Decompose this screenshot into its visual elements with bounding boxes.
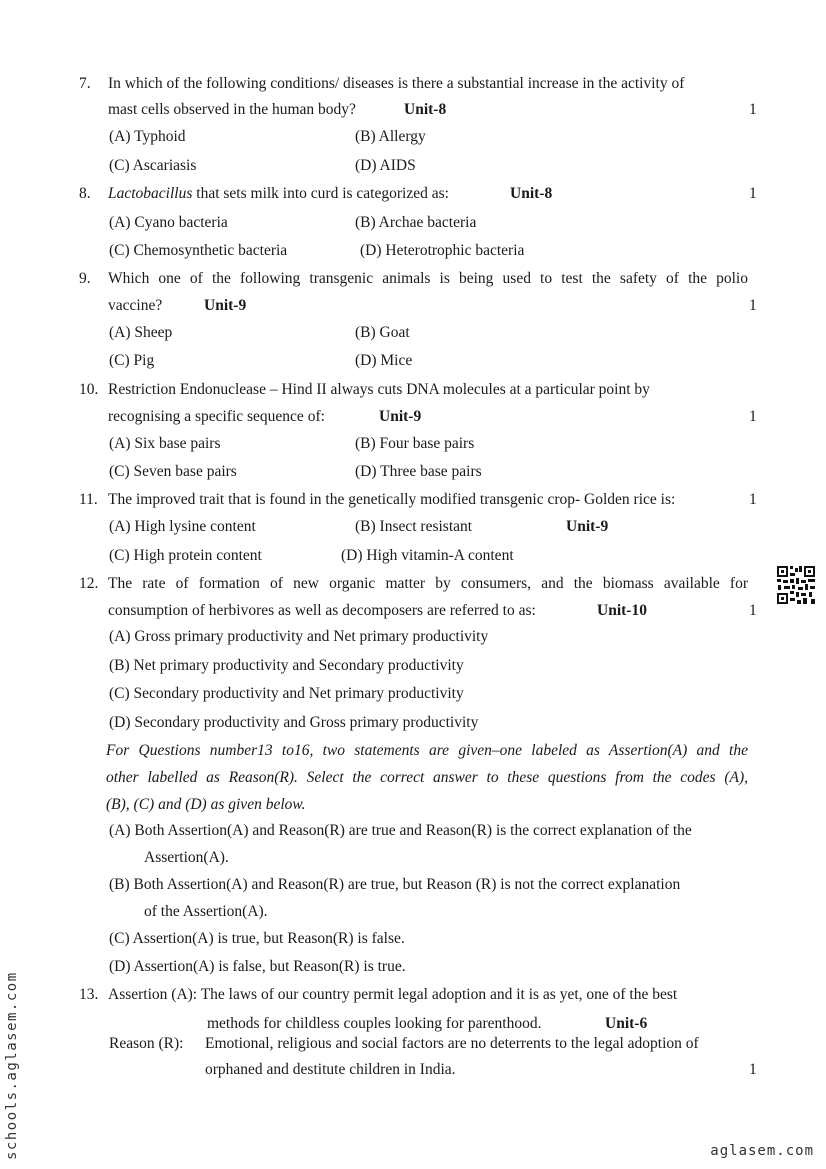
q12-number: 12.	[79, 575, 99, 592]
q11-unit: Unit-9	[566, 518, 609, 535]
q10-option-c: (C) Seven base pairs	[109, 463, 237, 480]
q13-assertion-line1: Assertion (A): The laws of our country permit legal adoption and it is as yet, one of the best	[108, 986, 678, 1003]
q12-unit: Unit-10	[597, 602, 647, 619]
q9-option-b: (B) Goat	[355, 324, 410, 341]
q7-marks: 1	[749, 101, 757, 118]
code-b-line1: (B) Both Assertion(A) and Reason(R) are true, but Reason (R) is not the correct explanation	[109, 876, 681, 893]
q9-option-c: (C) Pig	[109, 352, 155, 369]
q10-option-a: (A) Six base pairs	[109, 435, 221, 452]
q7-number: 7.	[79, 75, 91, 92]
instructions-line2	[106, 769, 748, 787]
code-b-line2: of the Assertion(A).	[144, 903, 268, 920]
q7-text-line2: mast cells observed in the human body?	[108, 101, 356, 118]
q13-unit: Unit-6	[605, 1015, 648, 1032]
q9-text-line1-content: Which one of the following transgenic animals is being used to test the safety of the polio	[108, 270, 748, 287]
q7-option-a: (A) Typhoid	[109, 128, 186, 145]
q8-option-b: (B) Archae bacteria	[355, 214, 477, 231]
q11-option-a: (A) High lysine content	[109, 518, 256, 535]
q8-option-c: (C) Chemosynthetic bacteria	[109, 242, 288, 259]
q10-number: 10.	[79, 381, 99, 398]
q12-text-line2: consumption of herbivores as well as decomposers are referred to as:	[108, 602, 536, 619]
q10-unit: Unit-9	[379, 408, 422, 425]
instructions-line3: (B), (C) and (D) as given below.	[106, 796, 306, 813]
q7-option-d: (D) AIDS	[355, 157, 416, 174]
q12-option-b: (B) Net primary productivity and Secondary productivity	[109, 657, 464, 674]
q13-reason-line2: orphaned and destitute children in India.	[205, 1061, 456, 1078]
q8-option-a: (A) Cyano bacteria	[109, 214, 228, 231]
q7-unit: Unit-8	[404, 101, 447, 118]
q11-text-line1: The improved trait that is found in the genetically modified transgenic crop- Golden rice is:	[108, 491, 676, 508]
q13-number: 13.	[79, 986, 99, 1003]
q10-text-line1: Restriction Endonuclease – Hind II always cuts DNA molecules at a particular point by	[108, 381, 650, 398]
q11-marks: 1	[749, 491, 757, 508]
q13-reason-line1: Emotional, religious and social factors are no deterrents to the legal adoption of	[205, 1035, 699, 1052]
q13-reason-label: Reason (R):	[109, 1035, 184, 1052]
q12-option-a: (A) Gross primary productivity and Net primary productivity	[109, 628, 489, 645]
q8-marks: 1	[749, 185, 757, 202]
q9-marks: 1	[749, 297, 757, 314]
code-a-line1: (A) Both Assertion(A) and Reason(R) are true and Reason(R) is the correct explanation of the	[109, 822, 692, 839]
q9-text-line1	[108, 270, 748, 288]
q7-text-line1: In which of the following conditions/ diseases is there a substantial increase in the activity of	[108, 75, 685, 92]
q10-text-line2: recognising a specific sequence of:	[108, 408, 325, 425]
q10-option-d: (D) Three base pairs	[355, 463, 482, 480]
q9-unit: Unit-9	[204, 297, 247, 314]
code-a-line2: Assertion(A).	[144, 849, 229, 866]
q8-text-rest: that sets milk into curd is categorized as:	[192, 185, 449, 202]
q8-number: 8.	[79, 185, 91, 202]
side-watermark: schools.aglasem.com	[4, 971, 20, 1160]
instructions-line1-content: For Questions number13 to16, two statements are given–one labeled as Assertion(A) and the	[106, 742, 748, 759]
instructions-line1	[106, 742, 748, 760]
q10-option-b: (B) Four base pairs	[355, 435, 475, 452]
q7-option-c: (C) Ascariasis	[109, 157, 197, 174]
q9-option-d: (D) Mice	[355, 352, 413, 369]
q8-option-d: (D) Heterotrophic bacteria	[360, 242, 525, 259]
q12-text-line1-content: The rate of formation of new organic matter by consumers, and the biomass available for	[108, 575, 748, 592]
q13-assertion-line2: methods for childless couples looking for parenthood.	[207, 1015, 542, 1032]
q8-italic-term: Lactobacillus	[108, 185, 193, 202]
q11-number: 11.	[79, 491, 98, 508]
q7-option-b: (B) Allergy	[355, 128, 426, 145]
q8-unit: Unit-8	[510, 185, 553, 202]
q12-option-d: (D) Secondary productivity and Gross primary productivity	[109, 714, 479, 731]
q11-option-d: (D) High vitamin-A content	[341, 547, 514, 564]
q9-option-a: (A) Sheep	[109, 324, 173, 341]
q11-option-c: (C) High protein content	[109, 547, 262, 564]
instructions-line2-content: other labelled as Reason(R). Select the correct answer to these questions from the codes (A),	[106, 769, 748, 786]
q9-text-line2: vaccine?	[108, 297, 163, 314]
code-d: (D) Assertion(A) is false, but Reason(R) is true.	[109, 958, 406, 975]
q13-marks: 1	[749, 1061, 757, 1078]
code-c: (C) Assertion(A) is true, but Reason(R) is false.	[109, 930, 405, 947]
q8-text-line1	[108, 185, 449, 203]
q9-number: 9.	[79, 270, 91, 287]
q12-marks: 1	[749, 602, 757, 619]
q12-option-c: (C) Secondary productivity and Net primary productivity	[109, 685, 464, 702]
q10-marks: 1	[749, 408, 757, 425]
qr-code-icon	[776, 565, 816, 610]
bottom-watermark: aglasem.com	[710, 1143, 814, 1159]
q11-option-b: (B) Insect resistant	[355, 518, 473, 535]
q12-text-line1	[108, 575, 748, 593]
